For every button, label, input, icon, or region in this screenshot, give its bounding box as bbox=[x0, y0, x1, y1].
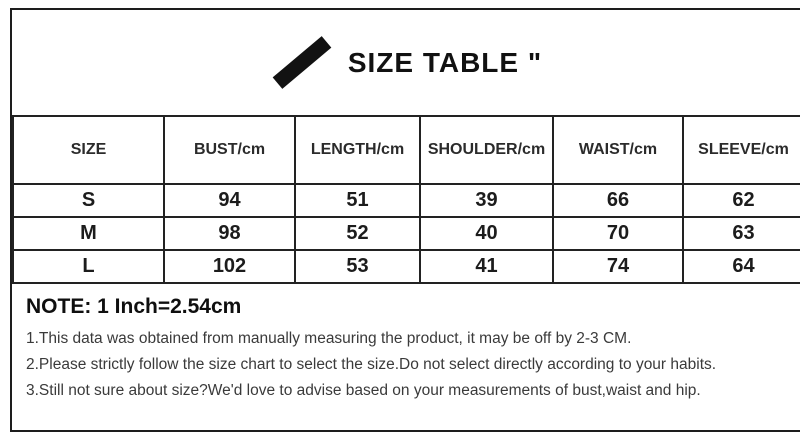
note-line-1: 1.This data was obtained from manually measuring the product, it may be off by 2-3 CM. bbox=[26, 330, 632, 347]
cell-shoulder: 41 bbox=[420, 250, 553, 283]
cell-shoulder: 40 bbox=[420, 217, 553, 250]
page-title: SIZE TABLE " bbox=[347, 46, 543, 78]
cell-size: L bbox=[13, 250, 164, 283]
cell-waist: 66 bbox=[553, 184, 683, 217]
title-area bbox=[12, 10, 800, 115]
note-area bbox=[12, 284, 800, 404]
cell-bust: 94 bbox=[164, 184, 295, 217]
table-row-size-m bbox=[13, 217, 800, 250]
column-header-sleeve: SLEEVE/cm bbox=[683, 116, 800, 184]
cell-waist: 70 bbox=[553, 217, 683, 250]
cell-sleeve: 63 bbox=[683, 217, 800, 250]
cell-size: M bbox=[13, 217, 164, 250]
column-header-waist: WAIST/cm bbox=[553, 116, 683, 184]
cell-waist: 74 bbox=[553, 250, 683, 283]
size-table bbox=[12, 115, 800, 284]
cell-sleeve: 64 bbox=[683, 250, 800, 283]
note-line-3: 3.Still not sure about size?We'd love to advise based on your measurements of bust,waist and hip. bbox=[26, 382, 701, 399]
cell-bust: 98 bbox=[164, 217, 295, 250]
column-header-length: LENGTH/cm bbox=[295, 116, 420, 184]
note-line-2: 2.Please strictly follow the size chart to select the size.Do not select directly according to your habits. bbox=[26, 356, 717, 373]
column-header-size: SIZE bbox=[13, 116, 164, 184]
table-row-size-l bbox=[13, 250, 800, 283]
column-header-shoulder: SHOULDER/cm bbox=[420, 116, 553, 184]
note-heading: NOTE: 1 Inch=2.54cm bbox=[26, 295, 242, 318]
cell-length: 53 bbox=[295, 250, 420, 283]
column-header-bust: BUST/cm bbox=[164, 116, 295, 184]
cell-sleeve: 62 bbox=[683, 184, 800, 217]
diagonal-marker-icon bbox=[272, 36, 331, 89]
cell-bust: 102 bbox=[164, 250, 295, 283]
size-table-header-row bbox=[13, 116, 800, 184]
cell-shoulder: 39 bbox=[420, 184, 553, 217]
table-row-size-s bbox=[13, 184, 800, 217]
size-chart-sheet bbox=[10, 8, 800, 432]
cell-length: 52 bbox=[295, 217, 420, 250]
cell-size: S bbox=[13, 184, 164, 217]
cell-length: 51 bbox=[295, 184, 420, 217]
